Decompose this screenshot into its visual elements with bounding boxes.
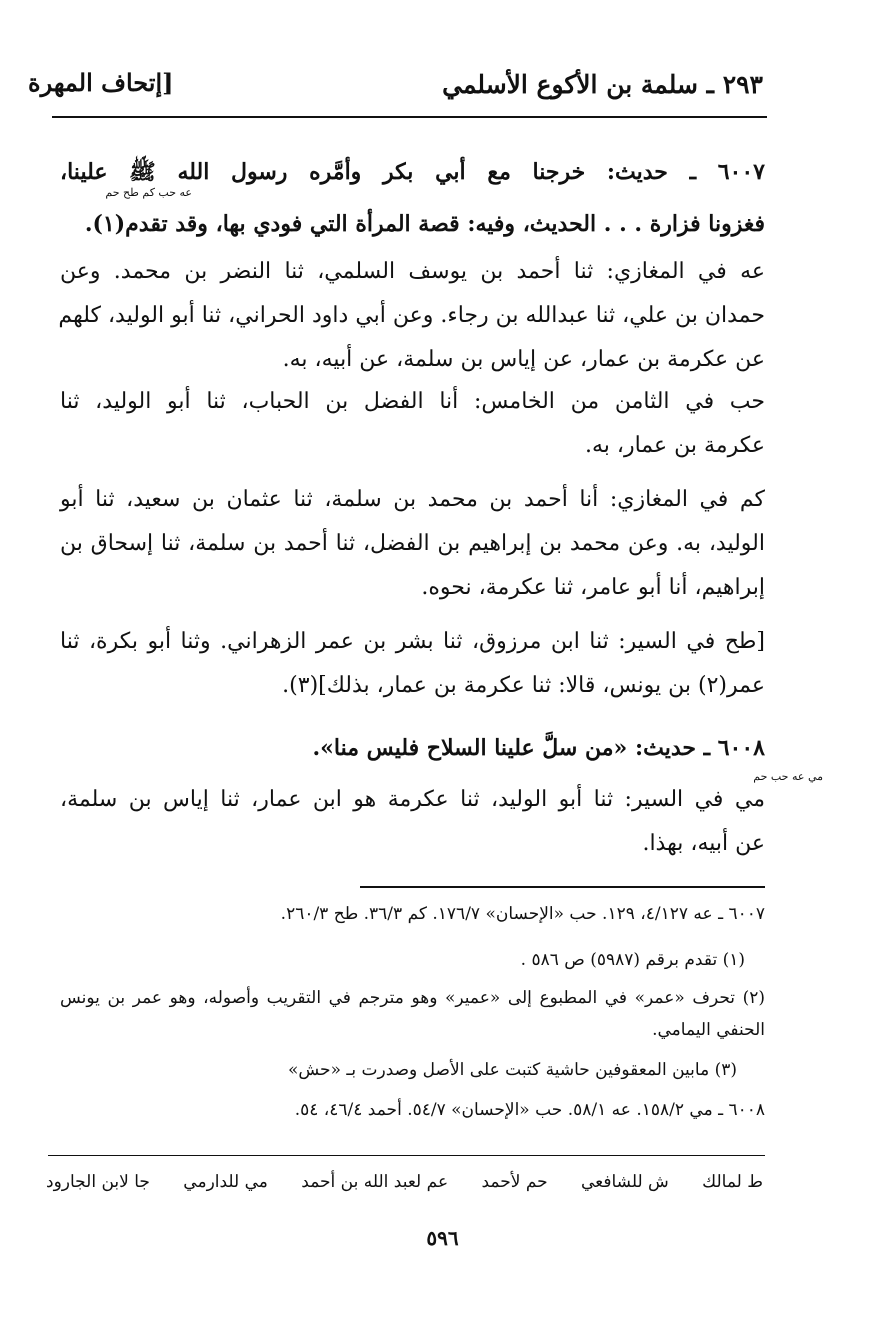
- hadith-6007-line1: ٦٠٠٧ ـ حديث: خرجنا مع أبي بكر وأمَّره رسول الله ﷺ علينا،: [60, 159, 765, 185]
- footnote-rule: [360, 886, 765, 888]
- legend-item: مي للدارمي: [183, 1172, 268, 1192]
- paragraph-th: [60, 620, 765, 708]
- footnote-3: (٣) مابين المعقوفين حاشية كتبت على الأصل وصدرت بـ «حش»: [287, 1060, 737, 1080]
- paragraph-km: [60, 478, 765, 610]
- paragraph-aa-line1: عه في المغازي: ثنا أحمد بن يوسف السلمي، ثنا النضر بن محمد. وعن: [60, 259, 765, 284]
- footnote-2: [60, 982, 765, 1046]
- paragraph-km-line1: كم في المغازي: أنا أحمد بن محمد بن سلمة، ثنا عثمان بن سعيد، ثنا أبو: [60, 487, 765, 512]
- hadith-6008: [60, 726, 765, 866]
- legend-item: ط لمالك: [702, 1172, 763, 1192]
- paragraph-th-line1: [طح في السير: ثنا ابن مرزوق، ثنا بشر بن عمر الزهراني. وثنا أبو بكرة، ثنا: [60, 629, 765, 654]
- footnote-2-line2: الحنفي اليمامي.: [652, 1020, 765, 1040]
- footnote-ref-6008: ٦٠٠٨ ـ مي ١٥٨/٢. عه ٥٨/١. حب «الإحسان» ٥٤/٧. أحمد ٤٦/٤، ٥٤.: [294, 1100, 765, 1120]
- abbreviation-legend: [46, 1172, 763, 1192]
- footnote-1: (١) تقدم برقم (٥٩٨٧) ص ٥٨٦ .: [520, 950, 745, 970]
- hadith-6007-sources: عه حب كم طح حم: [105, 186, 192, 199]
- paragraph-hb-line1: حب في الثامن من الخامس: أنا الفضل بن الحباب، ثنا أبو الوليد، ثنا: [60, 389, 765, 414]
- paragraph-aa: [60, 250, 765, 382]
- legend-item: عم لعبد الله بن أحمد: [301, 1172, 449, 1192]
- paragraph-aa-line3: عن عكرمة بن عمار، عن إياس بن سلمة، عن أبيه، به.: [282, 347, 765, 372]
- paragraph-th-line2: عمر(٢) بن يونس، قالا: ثنا عكرمة بن عمار، بذلك](٣).: [282, 673, 765, 698]
- paragraph-km-line2: الوليد، به. وعن محمد بن إبراهيم بن الفضل، ثنا أحمد بن سلمة، ثنا إسحاق بن: [60, 531, 765, 556]
- legend-item: حم لأحمد: [481, 1172, 548, 1192]
- hadith-6008-line1: ٦٠٠٨ ـ حديث: «من سلَّ علينا السلاح فليس منا».: [312, 735, 765, 761]
- running-header-book: [إتحاف المهرة: [28, 68, 174, 97]
- hadith-6007-line2: فغزونا فزارة . . . الحديث، وفيه: قصة المرأة التي فودي بها، وقد تقدم(١).: [84, 211, 765, 237]
- hadith-6008-line3: عن أبيه، بهذا.: [642, 831, 765, 856]
- footnote-2-line1: (٢) تحرف «عمر» في المطبوع إلى «عمير» وهو مترجم في التقريب وأصوله، وهو عمر بن يونس: [60, 988, 766, 1008]
- page-number: ٥٩٦: [426, 1226, 459, 1250]
- legend-item: ش للشافعي: [581, 1172, 669, 1192]
- paragraph-hb-line2: عكرمة بن عمار، به.: [584, 433, 765, 458]
- paragraph-hb: [60, 380, 765, 468]
- legend-item: جا لابن الجارود: [46, 1172, 150, 1192]
- hadith-6008-sources: مي عه حب حم: [753, 770, 823, 783]
- legend-rule: [48, 1155, 765, 1156]
- hadith-6008-line2: مي في السير: ثنا أبو الوليد، ثنا عكرمة هو ابن عمار، ثنا إياس بن سلمة،: [60, 787, 765, 812]
- running-header-chapter: ٢٩٣ ـ سلمة بن الأكوع الأسلمي: [442, 70, 763, 99]
- footnote-ref-6007: ٦٠٠٧ ـ عه ٤/١٢٧، ١٢٩. حب «الإحسان» ١٧٦/٧. كم ٣٦/٣. طح ٢٦٠/٣.: [280, 904, 765, 924]
- paragraph-km-line3: إبراهيم، أنا أبو عامر، ثنا عكرمة، نحوه.: [421, 575, 765, 600]
- header-rule: [52, 116, 767, 118]
- paragraph-aa-line2: حمدان بن علي، ثنا عبدالله بن رجاء. وعن أبي داود الحراني، ثنا أبو الوليد، كلهم: [58, 303, 765, 328]
